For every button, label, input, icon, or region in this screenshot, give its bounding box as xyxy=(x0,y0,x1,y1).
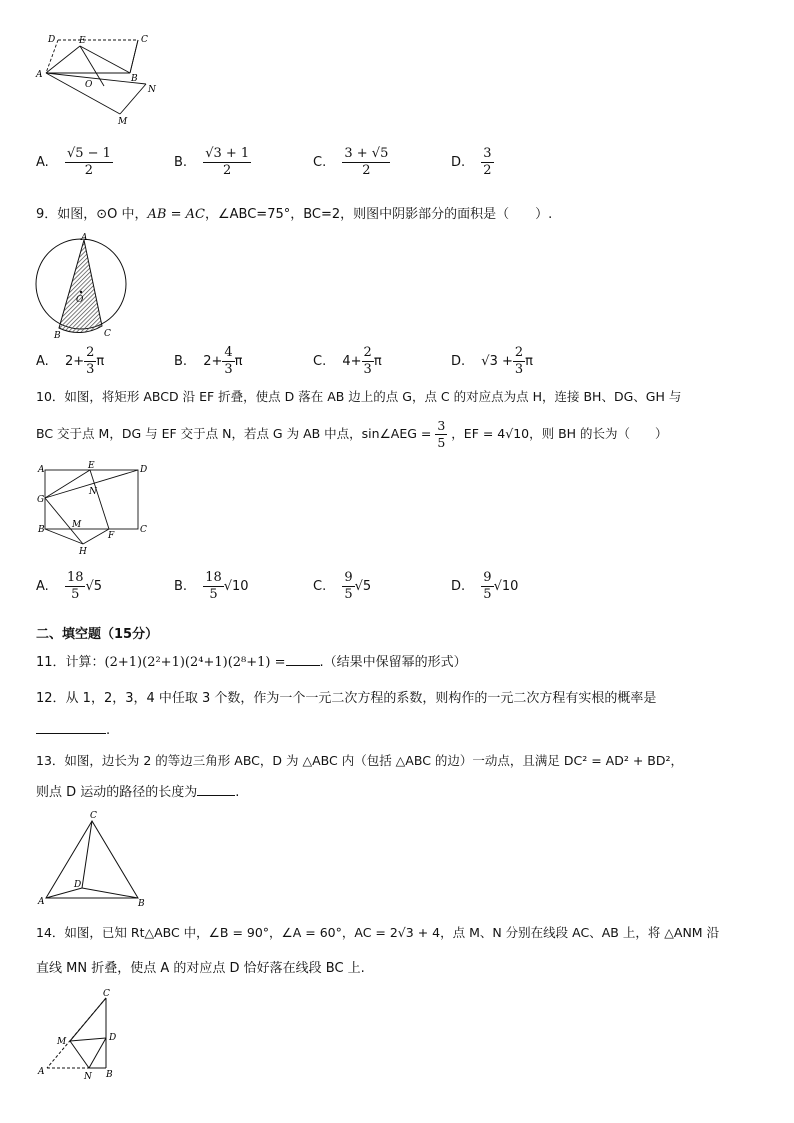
q9-arc-equality: AB = AC xyxy=(147,207,205,222)
q11-suffix: .（结果中保留幂的形式） xyxy=(319,655,467,670)
q10-line2-a: BC 交于点 M，DG 与 EF 交于点 N，若点 G 为 AB 中点，sin∠AEG = xyxy=(36,426,432,441)
figure-q14 xyxy=(34,986,124,1082)
fraction-numerator: 3 xyxy=(437,418,446,433)
option-letter: D. xyxy=(451,155,466,170)
option-suffix: √5 xyxy=(85,579,103,594)
fraction-numerator: 9 xyxy=(483,570,492,585)
fraction-denominator: 2 xyxy=(84,163,94,178)
option-letter: B. xyxy=(174,354,188,369)
q10-option-c xyxy=(313,570,371,603)
q14-line2: 直线 MN 折叠，使点 A 的对应点 D 恰好落在线段 BC 上. xyxy=(36,961,365,976)
fig14-label-B: B xyxy=(106,1070,113,1080)
q13-line1: 13．如图，边长为 2 的等边三角形 ABC，D 为 △ABC 内（包括 △ABC 的边）一动点，且满足 DC² = AD² + BD²， xyxy=(36,753,683,768)
q12-stem: 12．从 1，2，3，4 中任取 3 个数，作为一个一元二次方程的系数，则构作的一元二次方程有实根的概率是 xyxy=(36,691,657,706)
figure-q8 xyxy=(34,30,164,130)
q11-prefix: 11．计算： xyxy=(36,655,105,670)
option-suffix: √5 xyxy=(354,579,372,594)
q9-number: 9．如图， xyxy=(36,207,97,222)
fig9-label-B: B xyxy=(54,331,61,340)
fraction-numerator: 2 xyxy=(514,345,524,360)
fig8-label-C: C xyxy=(141,35,148,45)
fig10-label-H: H xyxy=(79,547,87,557)
option-letter: D. xyxy=(451,354,466,369)
fraction-numerator: √5 − 1 xyxy=(66,146,111,161)
fraction-numerator: √3 + 1 xyxy=(205,146,250,161)
option-suffix: π xyxy=(525,354,533,369)
fraction-numerator: 2 xyxy=(363,345,372,360)
fig8-label-M: M xyxy=(118,117,128,127)
fraction-denominator: 3 xyxy=(224,362,233,377)
option-suffix: √10 xyxy=(493,579,519,594)
q10-line2 xyxy=(36,418,668,451)
figure-q9 xyxy=(34,230,134,340)
fraction-denominator: 2 xyxy=(223,163,232,178)
fig10-label-B: B xyxy=(38,525,45,535)
fraction-numerator: 3 xyxy=(483,146,492,161)
fraction-denominator: 2 xyxy=(362,163,371,178)
fraction-denominator: 5 xyxy=(209,587,218,602)
q13-answer-blank[interactable] xyxy=(197,782,235,796)
option-prefix: 4+ xyxy=(342,354,362,369)
fig9-label-O: O xyxy=(76,295,84,305)
fig14-label-D: D xyxy=(109,1033,117,1043)
fig14-label-N: N xyxy=(84,1072,92,1082)
fig14-label-M: M xyxy=(57,1037,67,1047)
fig8-label-N: N xyxy=(148,85,156,95)
option-letter: C. xyxy=(313,579,327,594)
q14-line1: 14．如图，已知 Rt△ABC 中，∠B = 90°，∠A = 60°，AC = 2√3 + 4，点 M、N 分别在线段 AC、AB 上，将 △ANM 沿 xyxy=(36,925,720,940)
q9-option-c xyxy=(313,345,382,378)
figure-q13 xyxy=(34,806,154,908)
option-letter: B. xyxy=(174,155,188,170)
fig13-label-A: A xyxy=(38,897,45,907)
q11-answer-blank[interactable] xyxy=(286,652,320,666)
option-suffix: π xyxy=(96,354,105,369)
q13-end: . xyxy=(235,785,240,800)
q10-line2-b: ，EF = 4√10，则 BH 的长为（ ） xyxy=(451,426,668,441)
q9-option-a xyxy=(36,345,104,378)
fraction-numerator: 9 xyxy=(344,570,353,585)
fraction-numerator: 2 xyxy=(86,345,95,360)
fraction-denominator: 3 xyxy=(514,362,524,377)
fig10-label-C: C xyxy=(140,525,147,535)
fig10-label-F: F xyxy=(108,531,115,541)
option-letter: C. xyxy=(313,155,327,170)
fig10-label-G: G xyxy=(37,495,45,505)
option-suffix: √10 xyxy=(223,579,249,594)
q8-option-b xyxy=(174,146,251,179)
q8-option-c xyxy=(313,146,390,179)
option-suffix: π xyxy=(373,354,382,369)
fig14-label-A: A xyxy=(38,1067,45,1077)
option-letter: B. xyxy=(174,579,188,594)
fraction-numerator: 3 + √5 xyxy=(344,146,389,161)
q10-option-d xyxy=(451,570,518,603)
fraction-denominator: 5 xyxy=(344,587,353,602)
q10-option-a xyxy=(36,570,102,603)
option-letter: A. xyxy=(36,354,49,369)
fig10-label-D: D xyxy=(140,465,148,475)
figure-q10 xyxy=(34,460,154,560)
fig10-label-A: A xyxy=(38,465,45,475)
fraction-denominator: 3 xyxy=(86,362,95,377)
fig10-label-E: E xyxy=(88,461,95,471)
fig13-label-C: C xyxy=(90,811,97,821)
q9-option-b xyxy=(174,345,242,378)
fraction-numerator: 4 xyxy=(224,345,233,360)
q11-stem xyxy=(36,652,467,672)
fig13-label-D: D xyxy=(74,880,82,890)
fig13-label-B: B xyxy=(138,899,145,908)
fraction-numerator: 18 xyxy=(66,570,84,585)
q11-expression: (2+1)(2²+1)(2⁴+1)(2⁸+1) = xyxy=(104,655,286,670)
option-prefix: 2+ xyxy=(64,354,85,369)
q12-answer-blank[interactable] xyxy=(36,720,106,734)
q9-option-d xyxy=(451,345,533,378)
fig8-label-A: A xyxy=(36,70,43,80)
q8-option-d xyxy=(451,146,494,179)
fig9-label-C: C xyxy=(104,329,111,339)
q9-stem xyxy=(36,206,552,224)
fraction-denominator: 5 xyxy=(437,435,446,450)
fig14-label-C: C xyxy=(103,989,110,999)
fig9-label-A: A xyxy=(81,233,88,243)
q9-rest: ，∠ABC=75°，BC=2，则图中阴影部分的面积是（ ）. xyxy=(204,207,553,222)
option-suffix: π xyxy=(234,354,243,369)
q12-answer-line xyxy=(36,720,110,740)
section-title: 二、填空题（15分） xyxy=(36,627,159,642)
option-letter: D. xyxy=(451,579,466,594)
fraction-denominator: 5 xyxy=(71,587,80,602)
q10-line1: 10．如图，将矩形 ABCD 沿 EF 折叠，使点 D 落在 AB 边上的点 G，点 C 的对应点为点 H，连接 BH、DG、GH 与 xyxy=(36,389,682,404)
q13-line2 xyxy=(36,782,239,802)
q10-option-b xyxy=(174,570,249,603)
q9-circle: ⊙O 中， xyxy=(96,207,148,222)
fig8-label-B: B xyxy=(131,74,138,84)
option-letter: A. xyxy=(36,579,49,594)
option-letter: C. xyxy=(313,354,327,369)
q8-option-a xyxy=(36,146,113,179)
fig10-label-M: M xyxy=(72,520,82,530)
q12-end: . xyxy=(106,723,111,738)
fraction-denominator: 3 xyxy=(363,362,372,377)
option-prefix: √3 + xyxy=(481,354,513,369)
fraction-denominator: 2 xyxy=(483,163,492,178)
fig8-label-D: D xyxy=(48,35,56,45)
q13-line2-text: 则点 D 运动的路径的长度为 xyxy=(36,785,198,800)
option-letter: A. xyxy=(36,155,49,170)
fraction-denominator: 5 xyxy=(483,587,492,602)
fig8-label-O: O xyxy=(85,80,93,90)
fig10-label-N: N xyxy=(89,487,97,497)
fraction-numerator: 18 xyxy=(205,570,222,585)
option-prefix: 2+ xyxy=(203,354,223,369)
fig8-label-E: E xyxy=(79,36,86,46)
